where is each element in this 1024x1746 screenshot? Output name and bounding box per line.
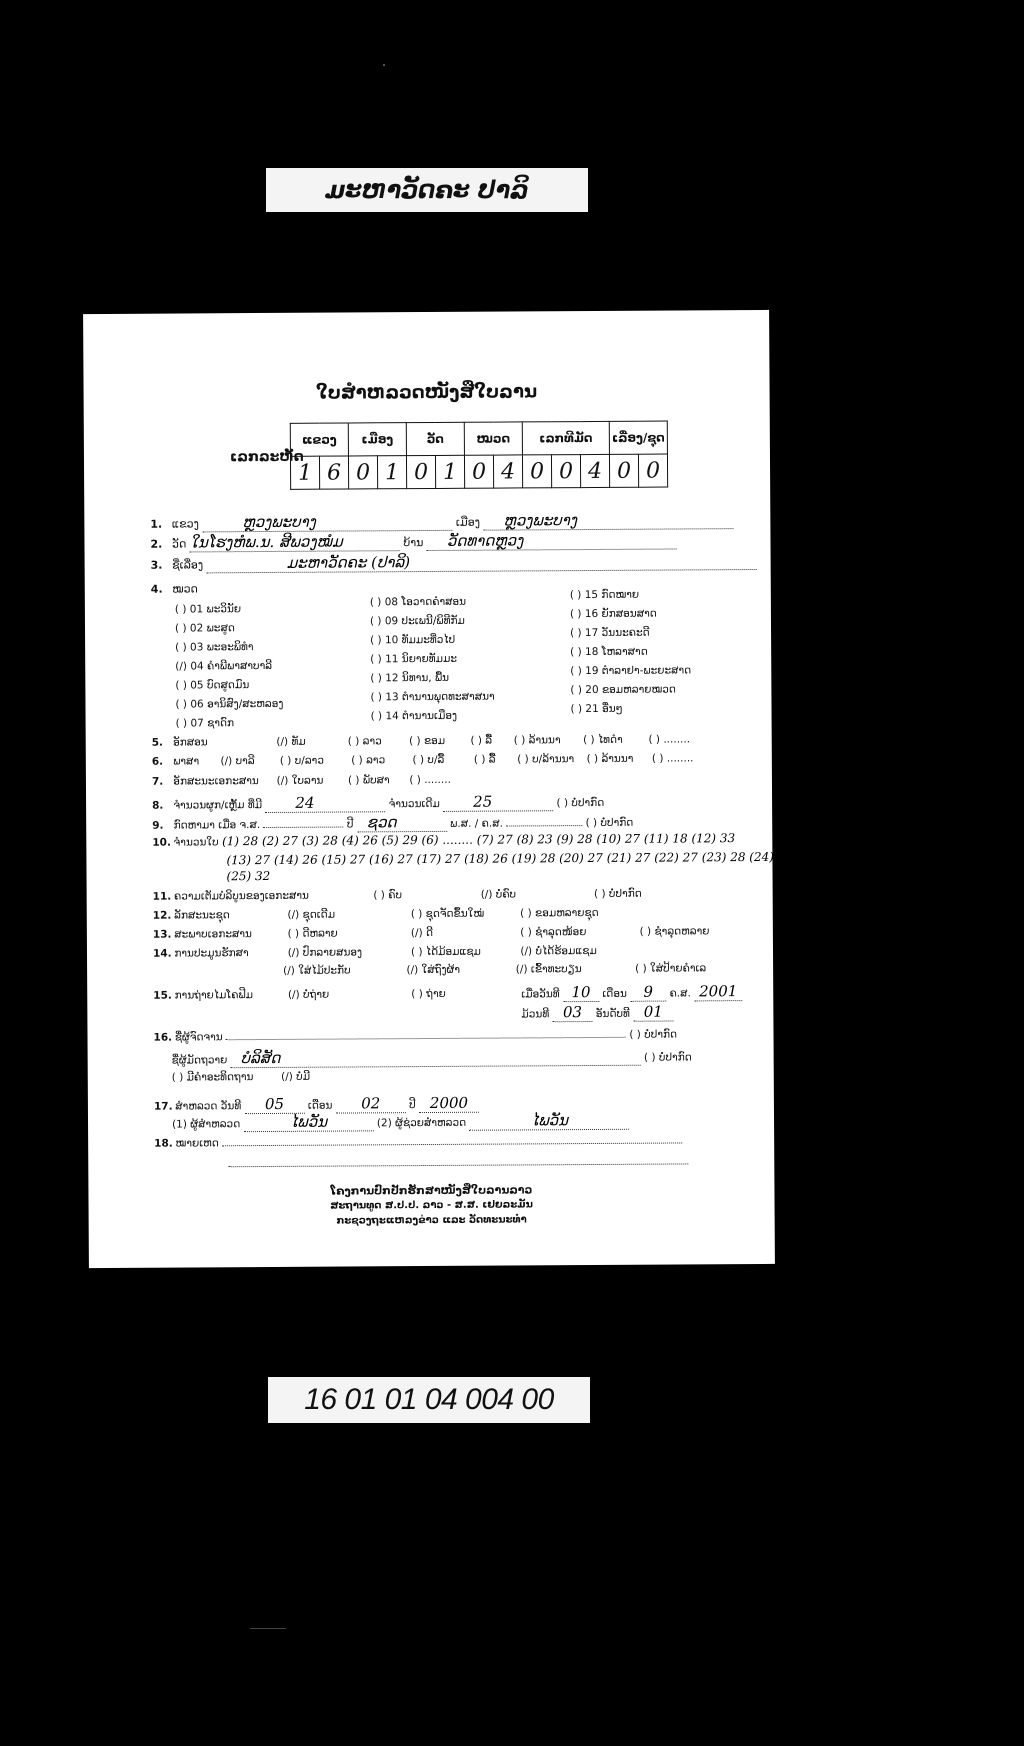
option[interactable]: ( ) ບ/ລາວ xyxy=(279,754,324,767)
row-leaves: 10. ຈຳນວນໃບ (1) 28 (2) 27 (3) 28 (4) 26 (5) 29 (6) ........ (7) 27 (8) 23 (9) 28 (10) 27 (11) 18 (12) 33 xyxy=(152,831,736,849)
option[interactable]: (/) ໃສ່ໄມ້ປະກັບ xyxy=(283,964,351,977)
code-header: ໝວດ xyxy=(464,422,522,455)
option[interactable]: (/) ທັມ xyxy=(276,735,306,748)
row-province: 1. ແຂວງ ຫຼວງພະບາງ ເມືອງ ຫຼວງພະບາງ xyxy=(150,510,733,533)
code-digit: 6 xyxy=(319,456,348,489)
row-written: 9. ກົດຫາມາ ເມື່ອ ຈ.ສ. ປີ ຊວດ ພ.ສ. / ຄ.ສ. ( ) ບໍ່ປາກົດ xyxy=(152,813,634,832)
row-set: 12. ລັກສະນະຊຸດ (/) ຊຸດເດີມ ( ) ຊຸດຈັດຂຶ້ນໃໝ່ ( ) ຂອມຫລາຍຊຸດ xyxy=(152,906,599,922)
option[interactable]: ( ) ບ/ລື້ xyxy=(412,753,445,767)
option[interactable]: ( ) ໄທດຳ xyxy=(583,733,623,747)
option[interactable]: ( ) ລ້ານນາ xyxy=(513,734,561,747)
footer-line-3: ກະຊວງຖະແຫລງຂ່າວ ແລະ ວັດທະນະທຳ xyxy=(336,1214,527,1227)
category-col-3 xyxy=(570,585,692,719)
row-microfilm: 15. ການຖ່າຍໄມໂຄຟີມ (/) ບໍ່ຖ່າຍ ( ) ຖ່າຍ xyxy=(153,987,446,1002)
row-preservation: 14. ການປະມູນຮັກສາ (/) ປົກລາຍສນອງ ( ) ໄດ້ມ້ອມແຊມ (/) ບໍ່ໄດ້ຮ້ອມແຊມ xyxy=(152,944,597,960)
option[interactable]: (/) ບາລີ xyxy=(220,755,255,768)
option[interactable]: ( ) ຊຳລຸດໜ້ອຍ xyxy=(520,926,587,939)
row-temple: 2. ວັດ ໃນໂຮງຫໍພ.ນ. ສີພວງໝໍມ ບ້ານ ວັດທາດຫຼວງ xyxy=(150,530,676,552)
row-completeness: 11. ຄວາມເຕັມບໍລິບູນຂອງເອກະສານ ( ) ຄົບ (/) ບໍ່ຄົບ ( ) ບໍ່ປາກົດ xyxy=(152,887,642,903)
code-digit: 4 xyxy=(493,455,522,488)
row-bundles: 8. ຈຳນວນຜູກ/ເຫຼັ້ມ ທີ່ມີ 24 ຈຳນວນເດີມ 25 ( ) ບໍ່ປາກົດ xyxy=(152,792,605,812)
leaves-line-3: (25) 32 xyxy=(226,868,271,884)
option[interactable]: ( ) ລື້ xyxy=(473,753,496,766)
option[interactable]: ( ) ........ xyxy=(648,733,691,746)
survey-form xyxy=(83,310,794,1268)
option[interactable]: (/) ບໍ່ມີ xyxy=(281,1070,311,1083)
category-option[interactable]: ( ) 01 ພະວິນັຍ xyxy=(174,603,242,616)
row-preservation-2 xyxy=(283,962,706,977)
code-digit: 0 xyxy=(348,456,377,489)
category-option[interactable]: ( ) 20 ຂອມຫລາຍໝວດ xyxy=(570,683,676,697)
option[interactable]: (/) ບໍ່ຄົບ xyxy=(480,888,517,901)
option[interactable]: (/) ບໍ່ຖ່າຍ xyxy=(287,988,330,1001)
option[interactable]: ( ) ບ/ລ້ານນາ xyxy=(517,753,575,766)
row-remarks: 18. ໝາຍເຫດ xyxy=(154,1134,682,1149)
option[interactable]: ( ) ຊຳລຸດຫລາຍ xyxy=(639,925,710,938)
code-header: ແຂວງ xyxy=(290,423,348,456)
option[interactable]: ( ) ຂອມ xyxy=(409,734,446,748)
row-script: 5. ອັກສອນ (/) ທັມ ( ) ລາວ ( ) ຂອມ ( ) ລື້ ( ) ລ້ານນາ ( ) ໄທດຳ ( ) ........ xyxy=(151,733,691,749)
row-dedication xyxy=(172,1071,310,1084)
category-option[interactable]: ( ) 13 ຕຳນານພຸດທະສາສນາ xyxy=(370,690,495,704)
code-digit: 0 xyxy=(638,454,667,487)
option[interactable]: (/) ເຂົ້າທະບຽນ xyxy=(515,963,582,976)
remarks-line xyxy=(228,1162,688,1167)
option[interactable]: (/) ຊຸດເດີມ xyxy=(287,908,336,921)
option[interactable]: ( ) ຄົບ xyxy=(373,889,403,902)
option[interactable]: ( ) ບໍ່ປາກົດ xyxy=(629,1028,678,1041)
code-header: ວັດ xyxy=(406,422,464,455)
code-digit: 0 xyxy=(551,455,580,488)
option[interactable]: ( ) ໄດ້ມ້ອມແຊມ xyxy=(410,945,481,959)
option[interactable]: ( ) ບໍ່ປາກົດ xyxy=(585,816,634,830)
category-option[interactable]: ( ) 02 ພະສູດ xyxy=(174,622,235,635)
category-option[interactable]: ( ) 07 ຊາດົກ xyxy=(175,717,235,730)
category-option[interactable]: ( ) 12 ນິທານ, ພື້ນ xyxy=(370,671,450,685)
option[interactable]: ( ) ຊຸດຈັດຂຶ້ນໃໝ່ xyxy=(410,907,485,921)
option[interactable]: (/) ໃສ່ຖົງຜ້າ xyxy=(406,963,461,977)
title-strip: ມະຫາວັດຄະ ປາລິ xyxy=(266,168,588,212)
category-option[interactable]: ( ) 19 ຕຳລາຢາ-ພະຍະສາດ xyxy=(570,664,692,678)
form-title: ໃບສຳຫລວດໜັງສືໃບລານ xyxy=(316,381,538,404)
code-label: ເລກລະຫັດ xyxy=(229,448,304,466)
code-digit: 4 xyxy=(580,454,609,487)
option[interactable]: ( ) ບໍ່ປາກົດ xyxy=(556,796,605,810)
row-title: 3. ຊື່ເລື່ອງ ມະຫາວັດຄະ (ປາລິ) xyxy=(151,551,757,574)
row-survey-date: 17. ສຳຫລວດ ວັນທີ 05 ເດືອນ 02 ປີ 2000 xyxy=(154,1094,479,1115)
row-surveyors: (1) ຜູ້ສຳຫລວດ ໄພວັນ (2) ຜູ້ຊ່ວຍສຳຫລວດ ໄພວັນ xyxy=(172,1111,630,1133)
option[interactable]: ( ) ບໍ່ປາກົດ xyxy=(643,1051,692,1064)
option[interactable]: (/) ປົກລາຍສນອງ xyxy=(287,946,363,959)
category-option[interactable]: ( ) 14 ຕຳນານເມືອງ xyxy=(370,709,458,723)
option[interactable]: ( ) ລາວ xyxy=(347,735,382,748)
option[interactable]: ( ) ........ xyxy=(409,773,451,787)
code-digit: 0 xyxy=(406,455,435,488)
code-digit: 1 xyxy=(377,456,406,489)
code-digit: 1 xyxy=(435,455,464,488)
option[interactable]: ( ) ມີຄຳອະທິດຖານ xyxy=(171,1071,254,1084)
option[interactable]: ( ) ລ້ານນາ xyxy=(586,752,634,766)
code-header: ເລື່ອງ/ຊຸດ xyxy=(609,421,667,454)
option[interactable]: ( ) ຖ່າຍ xyxy=(411,987,446,1001)
option[interactable]: ( ) ........ xyxy=(651,752,694,765)
category-option[interactable]: ( ) 16 ຍັກສອນສາດ xyxy=(569,607,657,621)
category-option[interactable]: ( ) 21 ອື່ນໆ xyxy=(570,702,623,716)
option[interactable]: (/) ໃບລານ xyxy=(276,774,324,787)
mark xyxy=(250,1628,286,1629)
code-table xyxy=(290,421,668,490)
option[interactable]: ( ) ລາວ xyxy=(351,754,386,767)
code-strip: 16 01 01 04 004 00 xyxy=(268,1377,590,1423)
row-condition: 13. ສະພາບເອກະສານ ( ) ດີຫລາຍ (/) ດີ ( ) ຊຳລຸດໜ້ອຍ ( ) ຊຳລຸດຫລາຍ xyxy=(152,925,710,941)
row-language: 6. ພາສາ (/) ບາລີ ( ) ບ/ລາວ ( ) ລາວ ( ) ບ/ລື້ ( ) ລື້ ( ) ບ/ລ້ານນາ ( ) ລ້ານນາ ( ) ........ xyxy=(151,752,694,768)
category-col-2 xyxy=(370,593,495,727)
category-option[interactable]: ( ) 05 ບົດສູດມົນ xyxy=(175,679,250,692)
code-header: ເມືອງ xyxy=(348,423,406,456)
option[interactable]: ( ) ດີຫລາຍ xyxy=(287,927,338,940)
footer-line-1: ໂຄງການປົກປັກຮັກສາໜັງສືໃບລານລາວ xyxy=(330,1183,533,1198)
option[interactable]: ( ) ລື້ xyxy=(470,734,493,747)
option[interactable]: ( ) ບໍ່ປາກົດ xyxy=(593,887,642,900)
option[interactable]: (/) ບໍ່ໄດ້ຮ້ອມແຊມ xyxy=(520,944,597,958)
option[interactable]: ( ) ຂອມຫລາຍຊຸດ xyxy=(520,906,599,920)
row-material: 7. ອັກສະນະເອກະສານ (/) ໃບລານ ( ) ພັບສາ ( ) ........ xyxy=(151,773,451,788)
leaves-line-2: (13) 27 (14) 26 (15) 27 (16) 27 (17) 27 (18) 26 (19) 28 (20) 27 (21) 27 (22) 27 (23) 28 (24) 26 xyxy=(226,849,794,868)
option[interactable]: ( ) ໃສ່ປ້າຍຄຳເລ xyxy=(635,962,707,975)
code-digit: 1 xyxy=(290,456,319,489)
category-option[interactable]: (/) 04 ຄຳພີພາສາບາລີ xyxy=(175,659,273,673)
footer-line-2: ສະຖານທູດ ສ.ປ.ປ. ລາວ - ສ.ສ. ເຢຍລະມັນ xyxy=(330,1199,533,1212)
category-option[interactable]: ( ) 08 ໂອວາດຄຳສອນ xyxy=(369,595,467,609)
category-option[interactable]: ( ) 06 ອານິສົງ/ສະຫລອງ xyxy=(175,697,284,711)
row-donor: ຊື່ຜູ້ມັດຖວາຍ ບໍລິສັດ ( ) ບໍ່ປາກົດ xyxy=(172,1046,692,1068)
code-digit: 0 xyxy=(464,455,493,488)
category-col-1 xyxy=(175,600,284,734)
speck xyxy=(383,64,385,66)
microfilm-roll: ມ້ວນທີ 03 ອັນດັບທີ 01 xyxy=(521,1003,673,1023)
category-option[interactable]: ( ) 09 ປະເພນີ/ພິທີກັມ xyxy=(369,614,465,628)
category-option[interactable]: ( ) 17 ວັນນະຄະດີ xyxy=(570,626,650,640)
option[interactable]: ( ) ພັບສາ xyxy=(347,774,390,787)
microfilm-date: ເມື່ອວັນທີ 10 ເດືອນ 9 ຄ.ສ. 2001 xyxy=(521,982,742,1002)
code-digit: 0 xyxy=(609,454,638,487)
row-scribe: 16. ຊື່ຜູ້ຈົດຈານ ( ) ບໍ່ປາກົດ xyxy=(153,1028,678,1044)
category-option[interactable]: ( ) 03 ພະອະພິທຳ xyxy=(175,641,254,654)
category-option[interactable]: ( ) 10 ທັມມະທີ່ວໄປ xyxy=(370,633,456,647)
code-digit: 0 xyxy=(522,455,551,488)
category-option[interactable]: ( ) 15 ກົດໝາຍ xyxy=(569,588,640,602)
option[interactable]: (/) ດີ xyxy=(410,926,434,940)
row-category: 4. ໝວດ xyxy=(150,582,198,596)
category-option[interactable]: ( ) 11 ນິຍາຍທັມມະ xyxy=(370,652,458,666)
code-header: ເລກທີມັດ xyxy=(522,421,609,455)
category-option[interactable]: ( ) 18 ໂຫລາສາດ xyxy=(570,645,648,659)
